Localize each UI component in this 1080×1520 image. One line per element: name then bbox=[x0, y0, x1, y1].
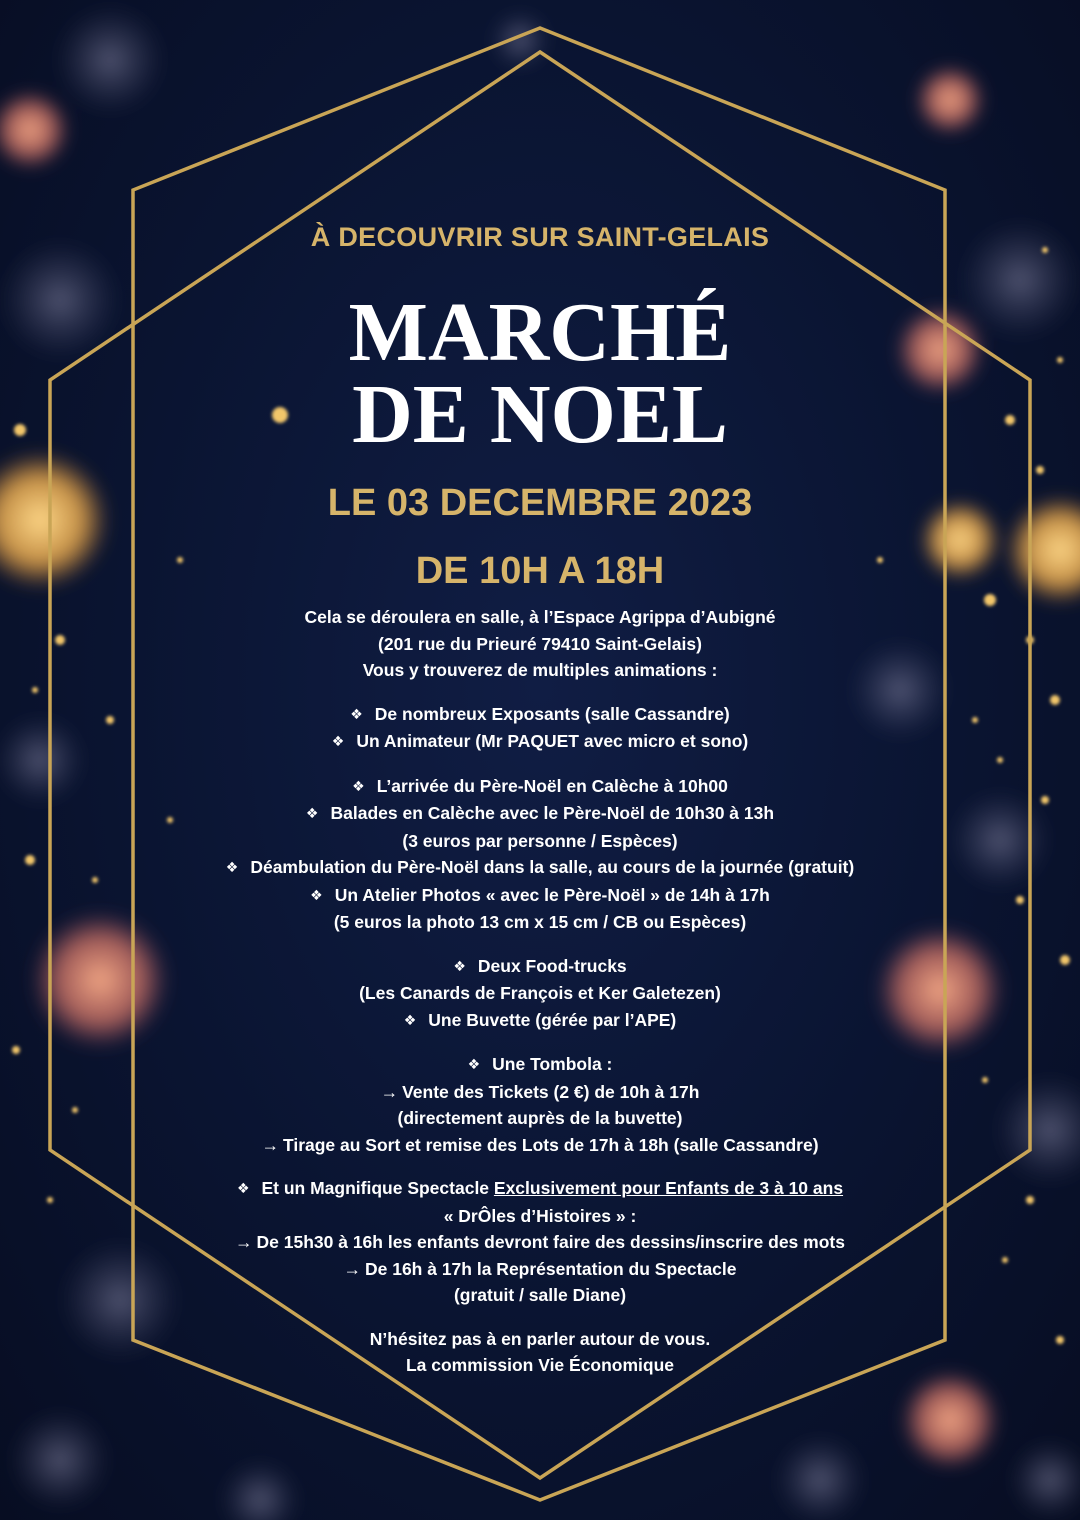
list-item: ❖ Une Buvette (gérée par l’APE) bbox=[403, 1009, 677, 1030]
list-note: (5 euros la photo 13 cm x 15 cm / CB ou Espèces) bbox=[333, 912, 747, 932]
arrow-right-icon: → bbox=[343, 1258, 361, 1279]
intro-animations: Vous y trouverez de multiples animations : bbox=[362, 660, 718, 680]
list-item: ❖ Une Tombola : bbox=[467, 1054, 613, 1074]
diamond-bullet-icon: ❖ bbox=[453, 957, 466, 974]
list-note: (directement auprès de la buvette) bbox=[397, 1108, 683, 1128]
list-subitem: → Tirage au Sort et remise des Lots de 17h à 18h (salle Cassandre) bbox=[261, 1134, 819, 1155]
list-note: (3 euros par personne / Espèces) bbox=[402, 830, 678, 851]
diamond-bullet-icon: ❖ bbox=[310, 886, 323, 903]
diamond-bullet-icon: ❖ bbox=[305, 805, 319, 821]
list-subitem: → De 15h30 à 16h les enfants devront faire des dessins/inscrire des mots bbox=[235, 1232, 845, 1252]
event-date: LE 03 DECEMBRE 2023 bbox=[327, 482, 753, 524]
page-title bbox=[150, 286, 930, 461]
list-subitem: → De 16h à 17h la Représentation du Spectacle bbox=[343, 1258, 737, 1279]
event-hours: DE 10H A 18H bbox=[415, 550, 665, 592]
list-item: ❖ L’arrivée du Père-Noël en Calèche à 10h00 bbox=[352, 775, 728, 796]
list-item: ❖ Et un Magnifique Spectacle Exclusivement pour Enfants de 3 à 10 ans bbox=[236, 1178, 844, 1198]
underlined-text: Exclusivement pour Enfants de 3 à 10 ans bbox=[493, 1178, 844, 1198]
list-item: ❖ Balades en Calèche avec le Père-Noël de 10h30 à 13h bbox=[305, 803, 775, 823]
program-body bbox=[150, 604, 930, 1379]
arrow-right-icon: → bbox=[261, 1134, 279, 1155]
intro-line: Cela se déroulera en salle, à l’Espace Agrippa d’Aubigné bbox=[304, 607, 776, 627]
list-item: ❖ Déambulation du Père-Noël dans la salle, au cours de la journée (gratuit) bbox=[225, 857, 855, 877]
list-subitem: → Vente des Tickets (2 €) de 10h à 17h bbox=[380, 1081, 700, 1102]
intro-address: (201 rue du Prieuré 79410 Saint-Gelais) bbox=[378, 633, 702, 654]
signature: La commission Vie Économique bbox=[405, 1355, 675, 1375]
title-line-2: DE NOEL bbox=[352, 368, 728, 461]
diamond-bullet-icon: ❖ bbox=[467, 1056, 481, 1072]
diamond-bullet-icon: ❖ bbox=[403, 1011, 417, 1028]
closing-line: N’hésitez pas à en parler autour de vous. bbox=[369, 1328, 711, 1349]
diamond-bullet-icon: ❖ bbox=[331, 733, 345, 749]
arrow-right-icon: → bbox=[235, 1232, 253, 1252]
spectacle-name: « DrÔles d’Histoires » : bbox=[443, 1205, 637, 1226]
list-item: ❖ Un Atelier Photos « avec le Père-Noël » de 14h à 17h bbox=[310, 884, 770, 905]
diamond-bullet-icon: ❖ bbox=[225, 859, 239, 875]
diamond-bullet-icon: ❖ bbox=[352, 777, 365, 794]
list-note: (gratuit / salle Diane) bbox=[453, 1285, 627, 1305]
diamond-bullet-icon: ❖ bbox=[236, 1180, 250, 1196]
title-line-1: MARCHÉ bbox=[348, 286, 732, 379]
diamond-bullet-icon: ❖ bbox=[350, 705, 363, 722]
list-note: (Les Canards de François et Ker Galetezen) bbox=[359, 983, 721, 1003]
list-item: ❖ Un Animateur (Mr PAQUET avec micro et sono) bbox=[331, 731, 749, 751]
arrow-right-icon: → bbox=[380, 1081, 399, 1102]
list-item: ❖ De nombreux Exposants (salle Cassandre) bbox=[350, 703, 730, 724]
kicker: À DECOUVRIR SUR SAINT-GELAIS bbox=[310, 222, 770, 252]
list-item: ❖ Deux Food-trucks bbox=[453, 955, 627, 976]
